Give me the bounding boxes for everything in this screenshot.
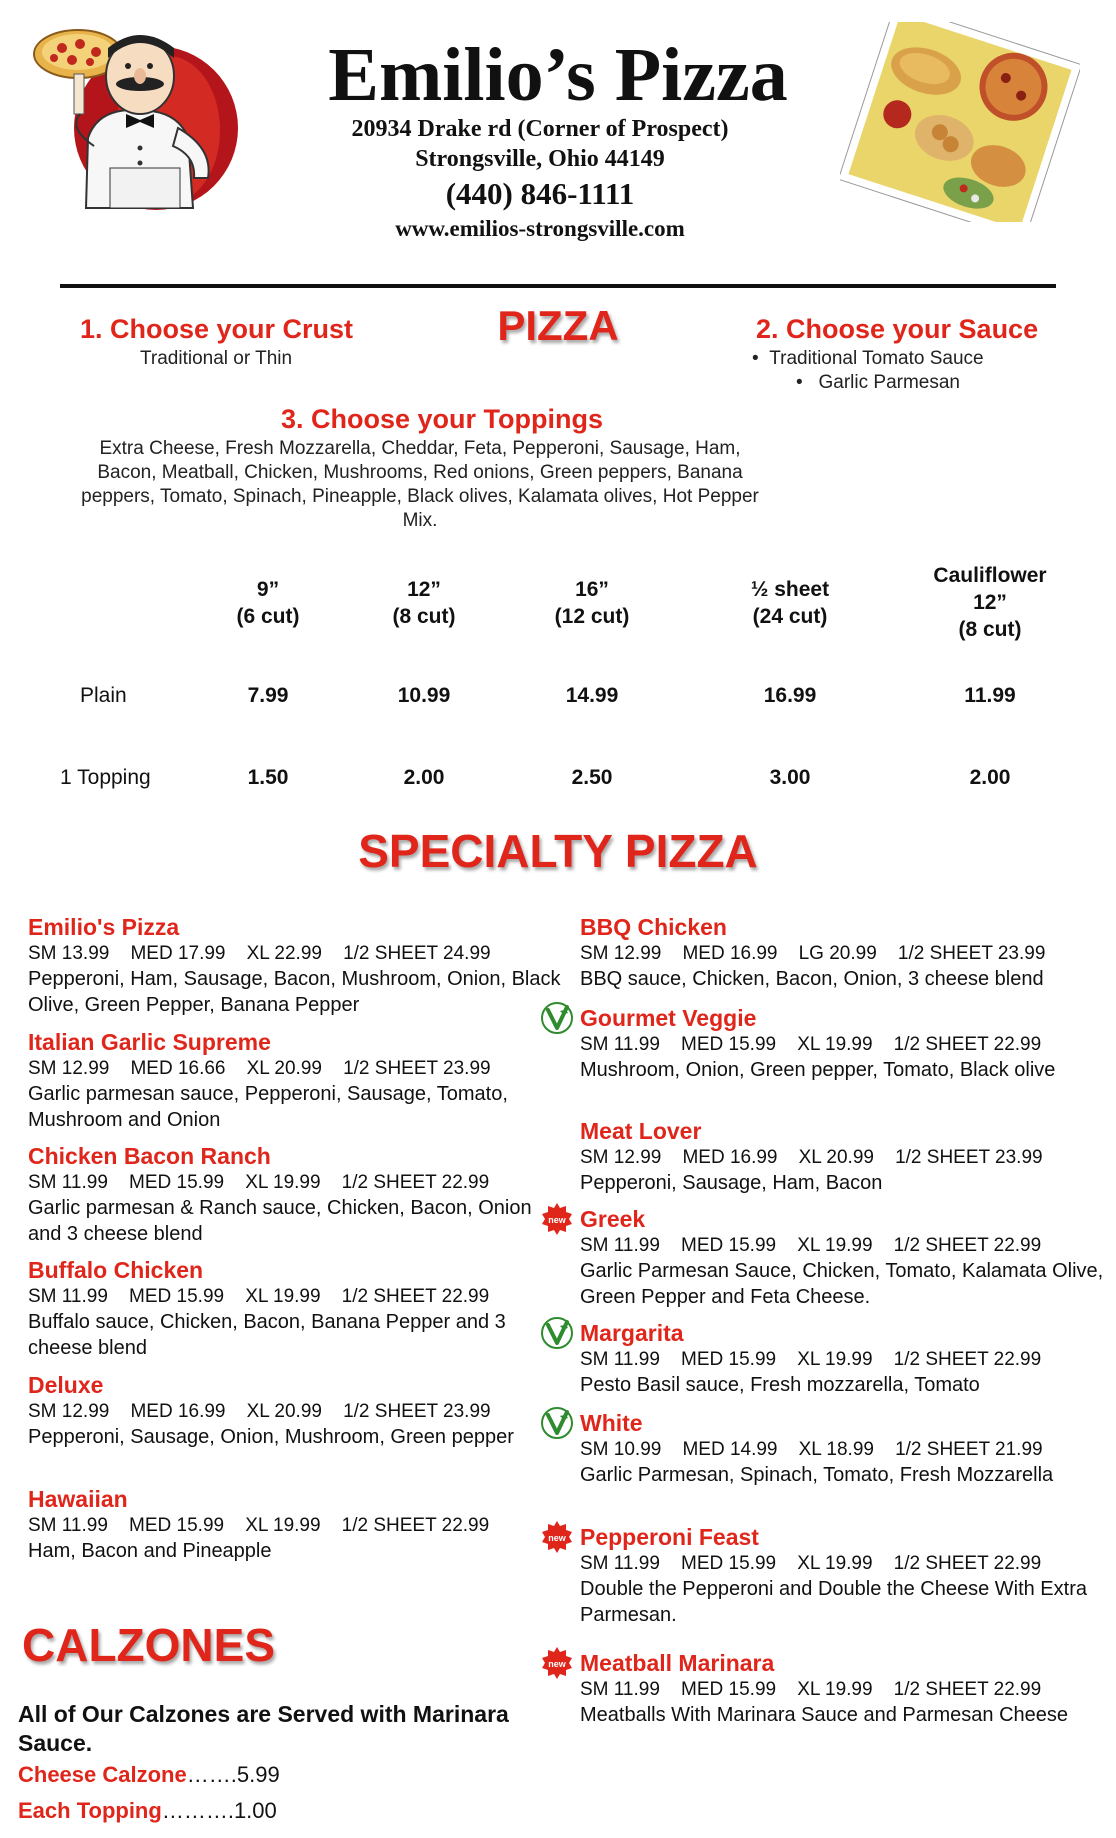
specialty-item xyxy=(28,1372,568,1450)
sauce-step-title: 2. Choose your Sauce xyxy=(756,314,1039,344)
size-column-header xyxy=(710,576,870,630)
price-cell: 16.99 xyxy=(763,684,817,707)
calzone-dots: ……. xyxy=(186,1762,237,1787)
specialty-item xyxy=(580,1650,1116,1728)
price-cell: 2.00 xyxy=(403,766,445,789)
calzone-item xyxy=(18,1798,277,1824)
cut-label: (8 cut) xyxy=(392,605,456,628)
price-row-label: 1 Topping xyxy=(60,766,151,789)
specialty-item-name: Emilio's Pizza xyxy=(28,914,180,940)
phone-number: (440) 846-1111 xyxy=(445,176,635,211)
price-cell: 14.99 xyxy=(565,684,619,707)
specialty-item-name: White xyxy=(580,1410,643,1436)
specialty-item xyxy=(580,1118,1116,1196)
toppings-list: Extra Cheese, Fresh Mozzarella, Cheddar, Feta, Pepperoni, Sausage, Ham, Bacon, Meatball, Chicken, Mushrooms, Red onions, Green peppers, Banana peppers, Tomato, Spinach, Pineapple, Black olives, Kalamata olives, Hot Pepper Mix. xyxy=(81,438,759,531)
specialty-item-prices: SM 11.99 MED 15.99 XL 19.99 1/2 SHEET 22.99 xyxy=(28,1515,490,1536)
specialty-item-name: Pepperoni Feast xyxy=(580,1524,759,1550)
size-column-header xyxy=(344,576,504,630)
specialty-item-prices: SM 11.99 MED 15.99 XL 19.99 1/2 SHEET 22.99 xyxy=(580,1235,1042,1256)
specialty-item-name: Meat Lover xyxy=(580,1118,702,1144)
specialty-item-prices: SM 12.99 MED 16.99 LG 20.99 1/2 SHEET 23.99 xyxy=(580,943,1046,964)
address-line-2: Strongsville, Ohio 44149 xyxy=(415,146,665,172)
new-icon xyxy=(540,1202,574,1236)
specialty-item-description: Double the Pepperoni and Double the Cheese With Extra Parmesan. xyxy=(580,1578,1087,1626)
sauce-option-1: • Traditional Tomato Sauce xyxy=(752,348,984,369)
specialty-item-prices: SM 12.99 MED 16.99 XL 20.99 1/2 SHEET 23.99 xyxy=(580,1147,1043,1168)
calzone-price: 5.99 xyxy=(236,1762,280,1787)
specialty-item-description: Meatballs With Marinara Sauce and Parmesan Cheese xyxy=(580,1704,1069,1726)
specialty-item-name: Hawaiian xyxy=(28,1486,128,1512)
specialty-item-description: BBQ sauce, Chicken, Bacon, Onion, 3 cheese blend xyxy=(580,968,1044,990)
website-link[interactable]: www.emilios-strongsville.com xyxy=(395,216,685,241)
size-label: 12” xyxy=(407,578,441,601)
specialty-item xyxy=(580,914,1116,992)
specialty-item xyxy=(580,1005,1116,1083)
specialty-item-name: Italian Garlic Supreme xyxy=(28,1029,271,1055)
size-column-header xyxy=(512,576,672,630)
price-cell: 7.99 xyxy=(247,684,289,707)
specialty-item-prices: SM 12.99 MED 16.99 XL 20.99 1/2 SHEET 23.99 xyxy=(28,1401,491,1422)
price-table xyxy=(20,542,1076,812)
veggie-icon xyxy=(540,1406,574,1440)
svg-text:new: new xyxy=(548,1533,566,1543)
sauce-option-2-label: Garlic Parmesan xyxy=(818,372,960,393)
specialty-item-prices: SM 12.99 MED 16.66 XL 20.99 1/2 SHEET 23.99 xyxy=(28,1058,491,1079)
size-label: 16” xyxy=(575,578,609,601)
specialty-item-description: Garlic Parmesan Sauce, Chicken, Tomato, Kalamata Olive, Green Pepper and Feta Cheese. xyxy=(580,1260,1104,1308)
specialty-item-description: Mushroom, Onion, Green pepper, Tomato, Black olive xyxy=(580,1059,1056,1081)
crust-step-title: 1. Choose your Crust xyxy=(80,314,354,344)
svg-text:new: new xyxy=(548,1215,566,1225)
size-column-header xyxy=(188,576,348,630)
specialty-item-name: BBQ Chicken xyxy=(580,914,727,940)
size-label: 9” xyxy=(256,578,280,601)
specialty-item-name: Buffalo Chicken xyxy=(28,1257,204,1283)
pizza-section-title: PIZZA xyxy=(497,302,619,349)
specialty-item-prices: SM 11.99 MED 15.99 XL 19.99 1/2 SHEET 22.99 xyxy=(580,1553,1042,1574)
specialty-item-description: Garlic parmesan sauce, Pepperoni, Sausage, Tomato, Mushroom and Onion xyxy=(28,1083,508,1131)
specialty-item xyxy=(580,1206,1116,1310)
price-cell: 2.50 xyxy=(571,766,613,789)
calzone-item xyxy=(18,1762,280,1788)
crust-options: Traditional or Thin xyxy=(140,348,293,369)
specialty-item-prices: SM 11.99 MED 15.99 XL 19.99 1/2 SHEET 22.99 xyxy=(580,1679,1042,1700)
specialty-item-prices: SM 11.99 MED 15.99 XL 19.99 1/2 SHEET 22.99 xyxy=(580,1349,1042,1370)
size-label: ½ sheet xyxy=(750,578,830,601)
cut-label: (8 cut) xyxy=(958,618,1022,641)
specialty-item-description: Pesto Basil sauce, Fresh mozzarella, Tomato xyxy=(580,1374,980,1396)
specialty-item-name: Margarita xyxy=(580,1320,684,1346)
price-row-label: Plain xyxy=(80,684,127,707)
specialty-item-description: Buffalo sauce, Chicken, Bacon, Banana Pepper and 3 cheese blend xyxy=(28,1311,506,1359)
veggie-icon xyxy=(540,1316,574,1350)
specialty-item-prices: SM 10.99 MED 14.99 XL 18.99 1/2 SHEET 21.99 xyxy=(580,1439,1043,1460)
specialty-item-description: Garlic Parmesan, Spinach, Tomato, Fresh Mozzarella xyxy=(580,1464,1054,1486)
veggie-icon xyxy=(540,1001,574,1035)
price-cell: 11.99 xyxy=(964,684,1016,707)
specialty-item-name: Gourmet Veggie xyxy=(580,1005,757,1031)
cut-label: (12 cut) xyxy=(554,605,630,628)
specialty-item xyxy=(28,1143,568,1247)
address-line-1: 20934 Drake rd (Corner of Prospect) xyxy=(351,116,729,142)
sauce-option-2: • Garlic Parmesan xyxy=(796,372,960,393)
sauce-option-1-label: Traditional Tomato Sauce xyxy=(769,348,984,369)
calzones-note: All of Our Calzones are Served with Marinara Sauce. xyxy=(18,1701,509,1756)
specialty-item-prices: SM 11.99 MED 15.99 XL 19.99 1/2 SHEET 22.99 xyxy=(28,1286,490,1307)
calzone-name: Cheese Calzone xyxy=(18,1762,187,1787)
specialty-item-description: Pepperoni, Sausage, Ham, Bacon xyxy=(580,1172,883,1194)
specialty-section-title: SPECIALTY PIZZA xyxy=(358,825,758,877)
specialty-item xyxy=(580,1320,1116,1398)
specialty-item xyxy=(28,1029,568,1133)
calzone-price: 1.00 xyxy=(233,1798,277,1823)
calzones-section-title: CALZONES xyxy=(22,1619,275,1671)
specialty-item xyxy=(28,1257,568,1361)
specialty-item xyxy=(580,1524,1116,1628)
price-cell: 10.99 xyxy=(397,684,451,707)
specialty-item-name: Deluxe xyxy=(28,1372,104,1398)
calzone-dots: ………. xyxy=(161,1798,234,1823)
toppings-step-title: 3. Choose your Toppings xyxy=(280,404,603,434)
calzone-name: Each Topping xyxy=(18,1798,162,1823)
specialty-item xyxy=(28,1486,568,1564)
header-divider xyxy=(60,284,1056,288)
specialty-item-prices: SM 13.99 MED 17.99 XL 22.99 1/2 SHEET 24.99 xyxy=(28,943,491,964)
specialty-item-prices: SM 11.99 MED 15.99 XL 19.99 1/2 SHEET 22.99 xyxy=(580,1034,1042,1055)
specialty-item-name: Greek xyxy=(580,1206,646,1232)
cut-label: (24 cut) xyxy=(752,605,828,628)
specialty-item-description: Pepperoni, Sausage, Onion, Mushroom, Green pepper xyxy=(28,1426,514,1448)
size-label: Cauliflower 12” xyxy=(933,564,1047,614)
price-cell: 2.00 xyxy=(969,766,1011,789)
svg-text:new: new xyxy=(548,1659,566,1669)
new-icon xyxy=(540,1646,574,1680)
specialty-item-name: Meatball Marinara xyxy=(580,1650,775,1676)
restaurant-title: Emilio’s Pizza xyxy=(328,33,788,117)
price-cell: 3.00 xyxy=(769,766,811,789)
specialty-item-name: Chicken Bacon Ranch xyxy=(28,1143,271,1169)
specialty-item-description: Pepperoni, Ham, Sausage, Bacon, Mushroom, Onion, Black Olive, Green Pepper, Banana Pepper xyxy=(28,968,561,1016)
new-icon xyxy=(540,1520,574,1554)
specialty-item-description: Ham, Bacon and Pineapple xyxy=(28,1540,272,1562)
specialty-item-prices: SM 11.99 MED 15.99 XL 19.99 1/2 SHEET 22.99 xyxy=(28,1172,490,1193)
price-cell: 1.50 xyxy=(247,766,289,789)
specialty-item xyxy=(580,1410,1116,1488)
size-column-header xyxy=(925,562,1055,643)
specialty-item-description: Garlic parmesan & Ranch sauce, Chicken, Bacon, Onion and 3 cheese blend xyxy=(28,1197,532,1245)
cut-label: (6 cut) xyxy=(236,605,300,628)
specialty-item xyxy=(28,914,568,1018)
